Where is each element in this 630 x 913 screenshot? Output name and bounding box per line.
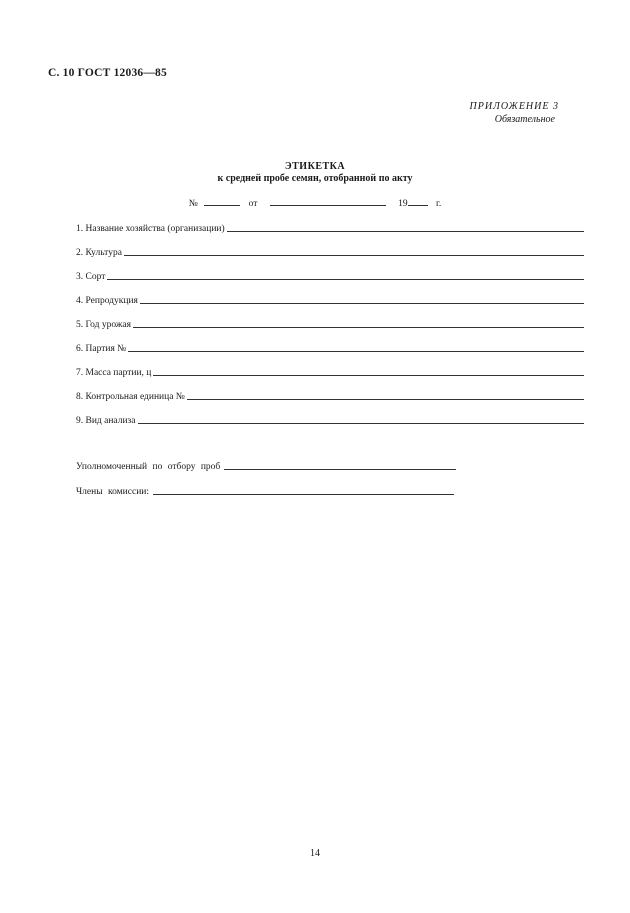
act-year-field[interactable]: [408, 196, 428, 206]
authorized-signature-line[interactable]: [224, 468, 456, 470]
standard-code-header: С. 10 ГОСТ 12036—85: [48, 67, 167, 79]
field-label: 5. Год урожая: [76, 320, 132, 330]
variety-input-line[interactable]: [107, 278, 584, 280]
form-field-lot-number: [76, 338, 584, 354]
commission-signature-line[interactable]: [153, 493, 454, 495]
number-sign: №: [188, 199, 198, 209]
form-field-analysis-type: [76, 410, 584, 426]
field-label: 7. Масса партии, ц: [76, 368, 152, 378]
field-label: 2. Культура: [76, 248, 122, 258]
appendix-title: ПРИЛОЖЕНИЕ 3: [469, 101, 559, 112]
year-suffix: г.: [436, 199, 442, 209]
act-date-field[interactable]: [270, 196, 386, 206]
from-word: от: [248, 199, 258, 209]
field-label: 1. Название хозяйства (организации): [76, 224, 225, 234]
commission-label: Члены комиссии:: [76, 487, 150, 497]
field-label: 4. Репродукция: [76, 296, 138, 306]
form-field-variety: [76, 266, 584, 282]
appendix-block: [470, 100, 558, 126]
field-label: 3. Сорт: [76, 272, 106, 282]
field-label: 6. Партия №: [76, 344, 127, 354]
page-number: 14: [310, 848, 320, 859]
field-label: 9. Вид анализа: [76, 416, 136, 426]
farm-name-input-line[interactable]: [227, 230, 584, 232]
year-prefix: 19: [398, 199, 408, 209]
label-title: ЭТИКЕТКА: [284, 161, 346, 172]
analysis-type-input-line[interactable]: [138, 422, 584, 424]
harvest-year-input-line[interactable]: [133, 326, 584, 328]
form-field-crop: [76, 242, 584, 258]
authorized-label: Уполномоченный по отбору проб: [76, 462, 221, 472]
field-label: 8. Контрольная единица №: [76, 392, 185, 402]
act-number-line: [0, 196, 630, 209]
signature-authorized: [76, 456, 456, 472]
form-field-control-unit: [76, 386, 584, 402]
act-number-field[interactable]: [204, 196, 240, 206]
signature-commission: [76, 481, 454, 497]
label-heading: [0, 161, 630, 185]
crop-input-line[interactable]: [124, 254, 584, 256]
lot-number-input-line[interactable]: [128, 350, 584, 352]
appendix-status: Обязательное: [494, 114, 555, 125]
form-field-farm-name: [76, 218, 584, 234]
reproduction-input-line[interactable]: [140, 302, 584, 304]
form-field-lot-mass: [76, 362, 584, 378]
form-field-reproduction: [76, 290, 584, 306]
control-unit-input-line[interactable]: [187, 398, 584, 400]
label-subtitle: к средней пробе семян, отобранной по акту: [217, 173, 413, 184]
lot-mass-input-line[interactable]: [153, 374, 584, 376]
form-field-harvest-year: [76, 314, 584, 330]
